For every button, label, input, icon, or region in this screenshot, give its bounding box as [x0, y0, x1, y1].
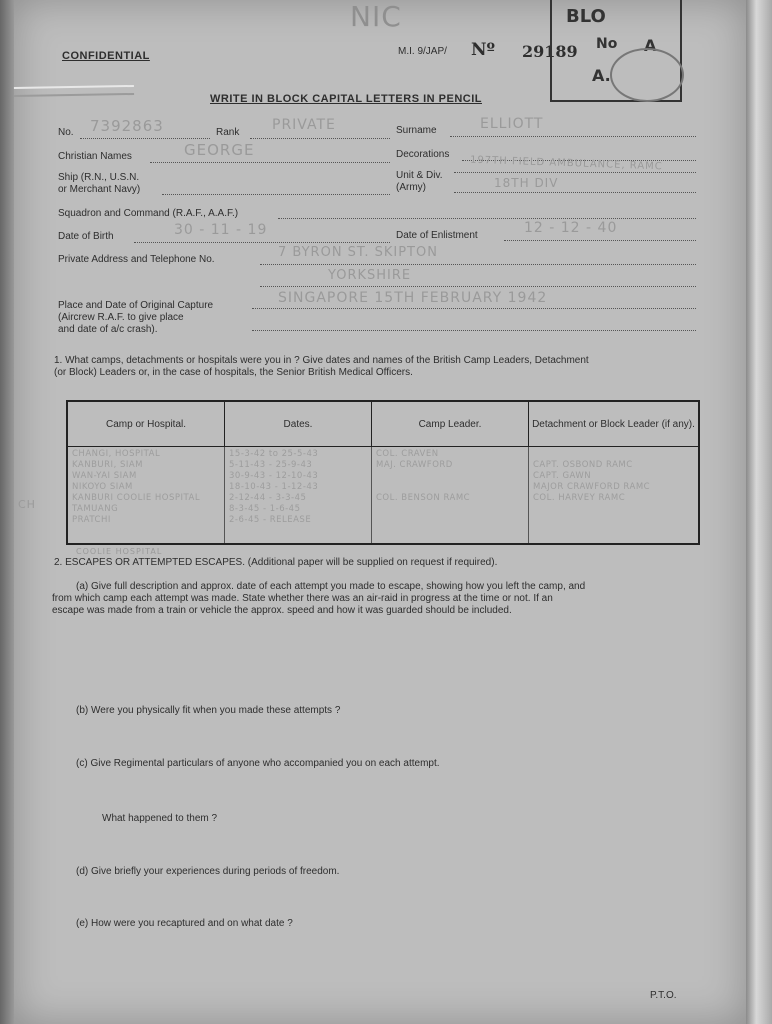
- col-dates-header: Dates.: [225, 401, 372, 447]
- detachment-entry: COL. HARVEY RAMC: [533, 493, 626, 503]
- detachment-entry: CAPT. GAWN: [533, 471, 592, 481]
- enlistment-line: [504, 240, 696, 241]
- detachments-cell: [529, 447, 700, 545]
- question-2c: (c) Give Regimental particulars of anyone who accompanied you on each attempt.: [76, 758, 440, 769]
- question-2c-follow: What happened to them ?: [102, 813, 218, 824]
- form-page: [14, 0, 746, 1024]
- unit-line-2: [454, 192, 696, 193]
- enlistment-label: Date of Enlistment: [396, 230, 478, 241]
- address-value-1: 7 BYRON ST. SKIPTON: [278, 245, 438, 260]
- detachment-entry: [533, 449, 694, 460]
- date-entry: 18-10-43 - 1-12-43: [229, 482, 319, 492]
- decorations-label: Decorations: [396, 149, 450, 160]
- camps-cell: [67, 447, 225, 545]
- squadron-line: [278, 218, 696, 219]
- camp-entry: NIKOYO SIAM: [72, 482, 133, 492]
- dates-cell: [225, 447, 372, 545]
- date-entry: 5-11-43 - 25-9-43: [229, 460, 313, 470]
- leaders-cell: [372, 447, 529, 545]
- camp-entry: WAN-YAI SIAM: [72, 471, 137, 481]
- question-2a-line-2: from which camp each attempt was made. State whether there was an air-raid in progress at the time or not. If an: [52, 593, 553, 604]
- rank-value: PRIVATE: [272, 117, 336, 133]
- unit-line-1: [454, 172, 696, 173]
- surname-label: Surname: [396, 125, 437, 136]
- detachment-entry: CAPT. OSBOND RAMC: [533, 460, 633, 470]
- surname-value: ELLIOTT: [480, 116, 544, 132]
- capture-line-2: [252, 330, 696, 331]
- capture-label-3: and date of a/c crash).: [58, 324, 158, 335]
- form-ref: M.I. 9/JAP/: [398, 46, 447, 57]
- surname-line: [450, 136, 696, 137]
- form-number: 29189: [522, 42, 578, 61]
- address-line-2: [260, 286, 696, 287]
- enlistment-value: 12 - 12 - 40: [524, 220, 618, 236]
- christian-names-line: [150, 162, 390, 163]
- squadron-label: Squadron and Command (R.A.F., A.A.F.): [58, 208, 239, 219]
- question-2d: (d) Give briefly your experiences during periods of freedom.: [76, 866, 340, 877]
- camp-entry: CHANGI, HOSPITAL: [72, 449, 161, 459]
- question-2b: (b) Were you physically fit when you made these attempts ?: [76, 705, 341, 716]
- col-leader-header: Camp Leader.: [372, 401, 529, 447]
- leader-entry: [376, 482, 524, 493]
- margin-note: CH: [18, 498, 36, 511]
- form-title: WRITE IN BLOCK CAPITAL LETTERS IN PENCIL: [210, 93, 482, 105]
- unit-label-1: Unit & Div.: [396, 170, 443, 181]
- question-2-heading: 2. ESCAPES OR ATTEMPTED ESCAPES. (Additional paper will be supplied on request if required).: [54, 557, 498, 568]
- dob-value: 30 - 11 - 19: [174, 222, 268, 238]
- no-line: [80, 138, 210, 139]
- camp-entry: PRATCHI: [72, 515, 111, 525]
- date-entry: 8-3-45 - 1-6-45: [229, 504, 301, 514]
- ship-label-2: or Merchant Navy): [58, 184, 141, 195]
- date-entry: 2-12-44 - 3-3-45: [229, 493, 307, 503]
- question-1-line-1: 1. What camps, detachments or hospitals were you in ? Give dates and names of the British Camp Leaders, Detachment: [54, 355, 589, 366]
- capture-label-1: Place and Date of Original Capture: [58, 300, 214, 311]
- service-number: 7392863: [90, 117, 164, 135]
- col-detachment-header: Detachment or Block Leader (if any).: [529, 401, 700, 447]
- camp-entry: KANBURI COOLIE HOSPITAL: [72, 493, 201, 503]
- address-line-1: [260, 264, 696, 265]
- address-label: Private Address and Telephone No.: [58, 254, 215, 265]
- capture-value: SINGAPORE 15TH FEBRUARY 1942: [278, 290, 548, 306]
- leader-entry: COL. BENSON RAMC: [376, 493, 471, 503]
- binding-string: [14, 85, 134, 97]
- stamp-circle-mark: [610, 48, 684, 102]
- christian-names-label: Christian Names: [58, 151, 132, 162]
- question-2e: (e) How were you recaptured and on what date ?: [76, 918, 293, 929]
- rank-line: [250, 138, 390, 139]
- question-2a-line-3: escape was made from a train or vehicle the approx. speed and how it was guarded should be included.: [52, 605, 512, 616]
- unit-value-2: 18TH DIV: [494, 176, 559, 190]
- table-below-note: COOLIE HOSPITAL: [76, 547, 163, 556]
- question-1-line-2: (or Block) Leaders or, in the case of hospitals, the Senior British Medical Officers.: [54, 367, 413, 378]
- date-entry: 2-6-45 - RELEASE: [229, 515, 312, 525]
- question-2a-line-1: (a) Give full description and approx. date of each attempt you made to escape, showing how you left the camp, and: [76, 581, 586, 592]
- col-camp-header: Camp or Hospital.: [67, 401, 225, 447]
- ship-label-1: Ship (R.N., U.S.N.: [58, 172, 140, 183]
- address-value-2: YORKSHIRE: [328, 268, 412, 283]
- block-stamp: BLO No A A.: [550, 0, 682, 102]
- dob-line: [134, 242, 390, 243]
- christian-names-value: GEORGE: [184, 141, 255, 159]
- confidential-label: CONFIDENTIAL: [62, 50, 150, 62]
- no-label: No.: [58, 127, 74, 138]
- camp-entry: KANBURI, SIAM: [72, 460, 144, 470]
- unit-value-1: 197TH FIELD AMBULANCE, RAMC: [469, 154, 663, 173]
- capture-line: [252, 308, 696, 309]
- pto-label: P.T.O.: [650, 990, 677, 1001]
- rank-label: Rank: [216, 127, 240, 138]
- underlying-page-right: [746, 0, 772, 1024]
- date-entry: 30-9-43 - 12-10-43: [229, 471, 319, 481]
- leader-entry: [376, 471, 524, 482]
- detachment-entry: MAJOR CRAWFORD RAMC: [533, 482, 651, 492]
- number-label: Nº: [471, 40, 496, 60]
- ship-line: [162, 194, 390, 195]
- capture-label-2: (Aircrew R.A.F. to give place: [58, 312, 184, 323]
- camps-table: [66, 400, 700, 545]
- leader-entry: MAJ. CRAWFORD: [376, 460, 453, 470]
- unit-label-2: (Army): [396, 182, 426, 193]
- camp-entry: TAMUANG: [72, 504, 119, 514]
- date-entry: 15-3-42 to 25-5-43: [229, 449, 319, 459]
- dob-label: Date of Birth: [58, 231, 114, 242]
- leader-entry: COL. CRAVEN: [376, 449, 439, 459]
- pencil-mark: NIC: [350, 0, 402, 33]
